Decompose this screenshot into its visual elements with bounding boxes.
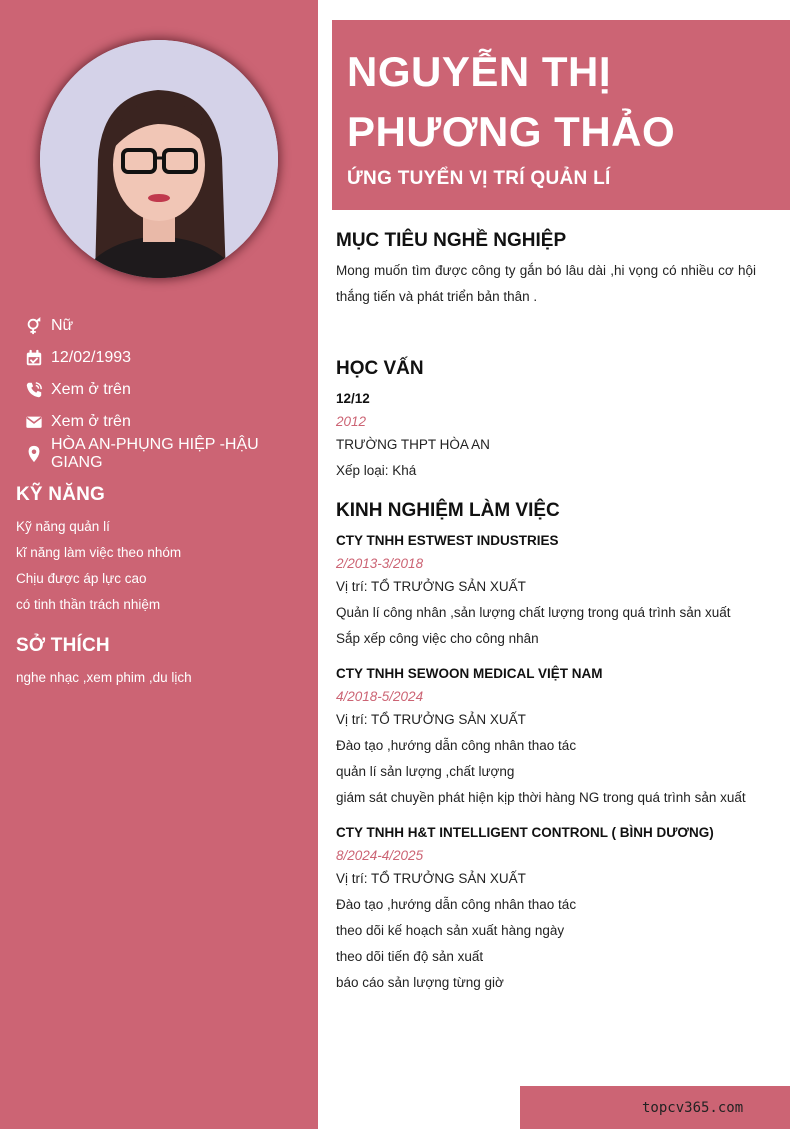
- profile-photo: [40, 40, 278, 278]
- location-pin-icon: [24, 444, 44, 464]
- contact-birthday: [24, 342, 314, 374]
- job-duty: Đào tạo ,hướng dẫn công nhân thao tác: [336, 738, 577, 753]
- skill-item: Kỹ năng quản lí: [16, 519, 110, 534]
- gender-icon: [24, 316, 44, 336]
- experience-title: KINH NGHIỆM LÀM VIỆC: [336, 500, 560, 521]
- name-header: [332, 20, 790, 210]
- job-company: CTY TNHH H&T INTELLIGENT CONTRONL ( BÌNH DƯƠNG): [336, 825, 714, 840]
- avatar: [40, 40, 278, 278]
- phone-text: Xem ở trên: [51, 381, 131, 398]
- job-duty: theo dõi tiến độ sản xuất: [336, 949, 484, 964]
- objective-section: [336, 226, 756, 310]
- contact-phone: [24, 374, 314, 406]
- job-duty: giám sát chuyền phát hiện kịp thời hàng NG trong quá trình sản xuất: [336, 790, 746, 805]
- job-period: 2/2013-3/2018: [336, 556, 424, 571]
- hobbies-title: SỞ THÍCH: [16, 635, 110, 656]
- gender-text: Nữ: [51, 317, 74, 334]
- skill-item: Chịu được áp lực cao: [16, 571, 147, 586]
- job-role: Vị trí: TỔ TRƯỞNG SẢN XUẤT: [336, 871, 526, 886]
- job-duty: Quản lí công nhân ,sản lượng chất lượng trong quá trình sản xuất: [336, 605, 731, 620]
- job-period: 4/2018-5/2024: [336, 689, 424, 704]
- skill-item: có tinh thần trách nhiệm: [16, 597, 161, 612]
- email-text: Xem ở trên: [51, 413, 131, 430]
- job-entry: [336, 661, 756, 811]
- contact-email: [24, 406, 314, 438]
- contact-info: [24, 310, 314, 470]
- footer-site-link[interactable]: topcv365.com: [642, 1100, 744, 1116]
- education-title: HỌC VẤN: [336, 358, 424, 379]
- job-duty: theo dõi kế hoạch sản xuất hàng ngày: [336, 923, 565, 938]
- applied-position: ỨNG TUYỂN VỊ TRÍ QUẢN LÍ: [347, 168, 611, 189]
- job-company: CTY TNHH ESTWEST INDUSTRIES: [336, 533, 559, 548]
- address-text: HÒA AN-PHỤNG HIỆP -HẬU GIANG: [50, 436, 259, 471]
- calendar-icon: [24, 348, 44, 368]
- job-role: Vị trí: TỔ TRƯỞNG SẢN XUẤT: [336, 579, 526, 594]
- education-year: 2012: [336, 414, 367, 429]
- education-grade: Xếp loại: Khá: [336, 463, 417, 478]
- job-duty: báo cáo sản lượng từng giờ: [336, 975, 504, 990]
- full-name-line1: NGUYỄN THỊ: [347, 48, 612, 95]
- full-name-line2: PHƯƠNG THẢO: [347, 108, 676, 155]
- hobbies-section: [16, 635, 311, 691]
- objective-title: MỤC TIÊU NGHỀ NGHIỆP: [336, 230, 567, 251]
- phone-icon: [24, 380, 44, 400]
- footer-bar: [520, 1086, 790, 1129]
- job-duty: Sắp xếp công việc cho công nhân: [336, 631, 539, 646]
- main-content: [336, 226, 756, 996]
- contact-gender: [24, 310, 314, 342]
- skill-item: kĩ năng làm việc theo nhóm: [16, 545, 182, 560]
- hobbies-text: nghe nhạc ,xem phim ,du lịch: [16, 670, 192, 685]
- job-entry: [336, 528, 756, 652]
- education-degree: 12/12: [336, 391, 370, 406]
- job-duty: quản lí sản lượng ,chất lượng: [336, 764, 515, 779]
- skills-section: [16, 484, 311, 618]
- job-company: CTY TNHH SEWOON MEDICAL VIỆT NAM: [336, 666, 603, 681]
- envelope-icon: [24, 412, 44, 432]
- contact-address: [24, 438, 314, 470]
- job-entry: [336, 820, 756, 996]
- job-duty: Đào tạo ,hướng dẫn công nhân thao tác: [336, 897, 577, 912]
- birthday-text: 12/02/1993: [51, 349, 132, 366]
- skills-title: KỸ NĂNG: [16, 484, 106, 505]
- education-section: [336, 354, 756, 484]
- objective-text: Mong muốn tìm được công ty gắn bó lâu dài ,hi vọng có nhiều cơ hội thắng tiến và phát triển bản thân .: [336, 263, 756, 304]
- sidebar: [0, 0, 318, 1129]
- job-period: 8/2024-4/2025: [336, 848, 424, 863]
- education-school: TRƯỜNG THPT HÒA AN: [336, 437, 490, 452]
- experience-section: [336, 496, 756, 996]
- job-role: Vị trí: TỔ TRƯỞNG SẢN XUẤT: [336, 712, 526, 727]
